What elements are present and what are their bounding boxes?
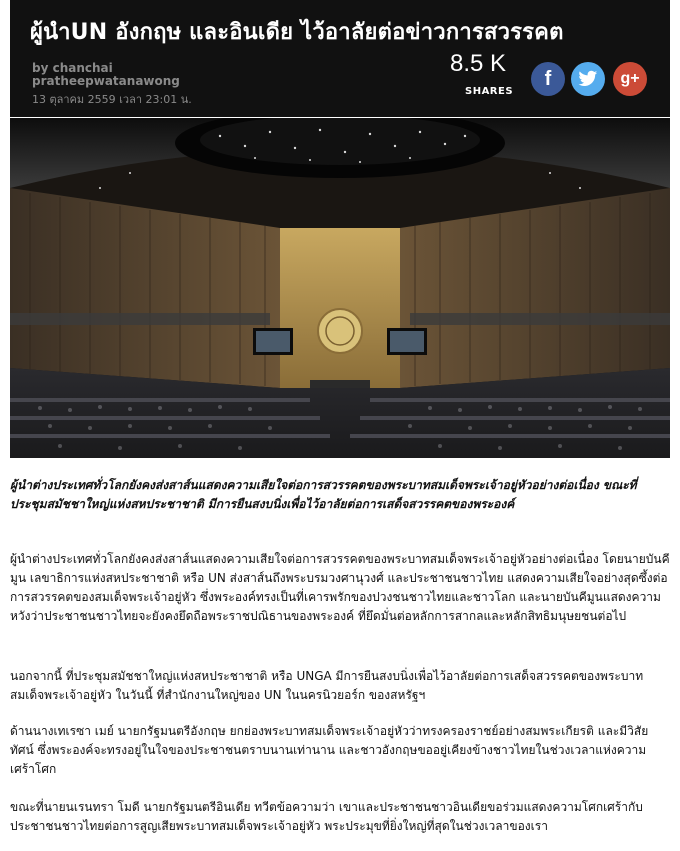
twitter-share-button[interactable] <box>571 62 605 96</box>
article-paragraph-3: ด้านนางเทเรซา เมย์ นายกรัฐมนตรีอังกฤษ ยกย่องพระบาทสมเด็จพระเจ้าอยู่หัวว่าทรงครองราชย์อย่างสมพระเกียรติ และมีวิสัยทัศน์ ซึ่งพระองค์จะทรงอยู่ในใจของประชาชนตราบนานเท่านาน และชาวอังกฤษขออยู่เคียงข้างชาวไทยในช่วงเวลาแห่งความเศร้าโศก <box>10 724 649 776</box>
article-paragraph-1: ผู้นำต่างประเทศทั่วโลกยังคงส่งสาส์นแสดงความเสียใจต่อการสวรรคตของพระบาทสมเด็จพระเจ้าอยู่หัวอย่างต่อเนื่อง โดยนายบันคีมูน เลขาธิการแห่งสหประชาชาติ หรือ UN ส่งสาส์นถึงพระบรมวงศานุวงศ์ และประชาชนชาวไทย แสดงความเสียใจอย่างสุดซึ้งต่อการสวรรคตของสมเด็จพระเจ้าอยู่หัว ซึ่งพระองค์ทรงเป็นที่เคารพรักของปวงชนชาวไทยและชาวโลก และนายบันคีมูนแสดงความหวังว่าประชาชนชาวไทยจะยังคงยึดถือพระราชปณิธานของพระองค์ ที่ยึดมั่นต่อหลักการสากลและหลักสิทธิมนุษยชนต่อไป <box>10 552 670 623</box>
shares-count: 8.5 K <box>450 50 507 77</box>
twitter-icon <box>578 70 598 88</box>
googleplus-share-button[interactable] <box>613 62 647 96</box>
article-paragraph-2: นอกจากนี้ ที่ประชุมสมัชชาใหญ่แห่งสหประชาชาติ หรือ UNGA มีการยืนสงบนิ่งเพื่อไว้อาลัยต่อการเสด็จสวรรคตของพระบาทสมเด็จพระเจ้าอยู่หัว ในวันนี้ ที่สำนักงานใหญ่ของ UN ในนครนิวยอร์ก ของสหรัฐฯ <box>10 669 644 702</box>
publish-date: 13 ตุลาคม 2559 เวลา 23:01 น. <box>32 93 192 106</box>
facebook-share-button[interactable] <box>531 62 565 96</box>
article-paragraph-4: ขณะที่นายนเรนทรา โมดี นายกรัฐมนตรีอินเดีย ทวีตข้อความว่า เขาและประชาชนชาวอินเดียขอร่วมแสดงความโศกเศร้ากับประชาชนชาวไทยต่อการสูญเสียพระบาทสมเด็จพระเจ้าอยู่หัว พระประมุขที่ยิ่งใหญ่ที่สุดในช่วงเวลาของเรา <box>10 800 643 833</box>
article-header <box>10 0 670 117</box>
un-general-assembly-photo <box>10 118 670 458</box>
author-name-line2[interactable]: pratheepwatanawong <box>32 74 180 88</box>
assembly-hall-illustration <box>10 118 670 458</box>
article-lead: ผู้นำต่างประเทศทั่วโลกยังคงส่งสาส์นแสดงความเสียใจต่อการสวรรคตของพระบาทสมเด็จพระเจ้าอยู่หัวอย่างต่อเนื่อง ขณะที่ประชุมสมัชชาใหญ่แห่งสหประชาชาติ มีการยืนสงบนิ่งเพื่อไว้อาลัยต่อการเสด็จสวรรคตของพระองค์ <box>10 478 637 511</box>
shares-label: SHARES <box>465 86 514 97</box>
author-name-line1[interactable]: by chanchai <box>32 61 113 75</box>
googleplus-icon: g+ <box>620 70 640 87</box>
author-byline[interactable] <box>32 62 180 88</box>
facebook-icon: f <box>544 67 552 90</box>
page-title: ผู้นำUN อังกฤษ และอินเดีย ไว้อาลัยต่อข่าวการสวรรคต <box>30 20 564 45</box>
